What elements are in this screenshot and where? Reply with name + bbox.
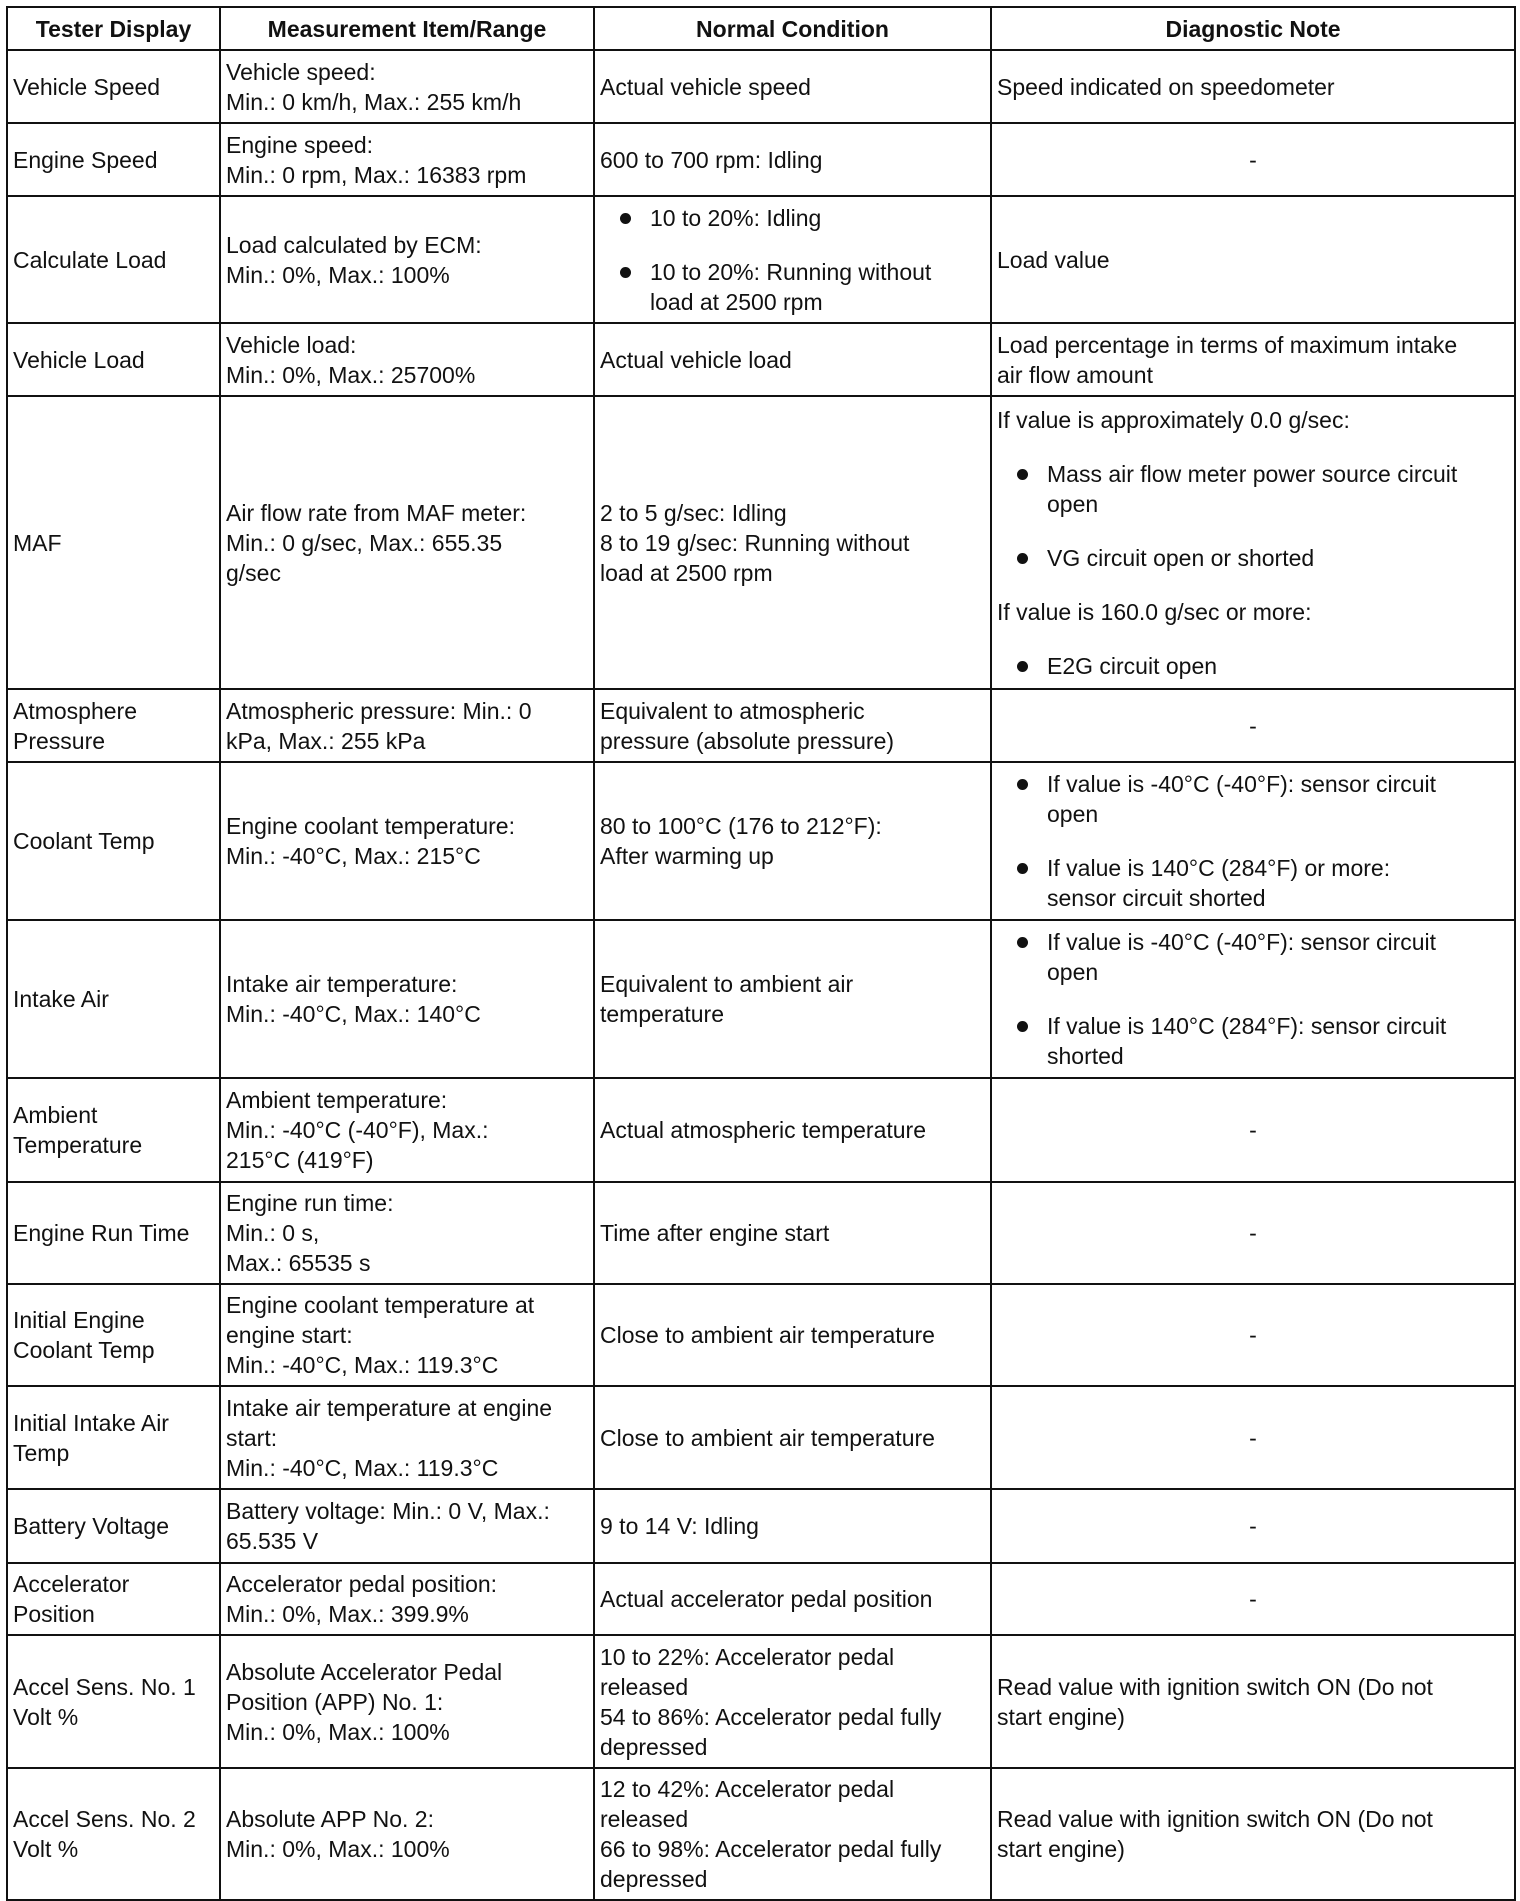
cell-measurement-item	[220, 1182, 594, 1284]
text-line: Absolute Accelerator Pedal	[226, 1658, 503, 1685]
text-line: Read value with ignition switch ON (Do not	[997, 1673, 1433, 1700]
text-line: start:	[226, 1424, 278, 1451]
text-line: Engine run time:	[226, 1190, 394, 1216]
cell-tester-display	[7, 323, 220, 396]
text-line: If value is 140°C (284°F): sensor circuit	[1047, 1013, 1447, 1039]
bullet-icon	[1017, 779, 1028, 790]
text-block	[997, 1804, 1509, 1864]
table-row	[7, 762, 1515, 920]
text-line: Min.: -40°C (-40°F), Max.:	[226, 1117, 489, 1143]
bullet-icon	[1017, 863, 1028, 874]
text-line: Volt %	[13, 1703, 79, 1730]
text-line: Engine coolant temperature at	[226, 1292, 535, 1318]
text-block	[997, 1584, 1509, 1614]
text-line: open	[1047, 490, 1099, 517]
bullet-icon	[620, 267, 631, 278]
cell-tester-display	[7, 1182, 220, 1284]
text-block	[226, 1569, 588, 1629]
text-line: Min.: 0%, Max.: 25700%	[226, 361, 476, 388]
text-line: Ambient temperature:	[226, 1087, 448, 1113]
cell-diagnostic-note	[991, 50, 1515, 123]
text-line: Read value with ignition switch ON (Do not	[997, 1806, 1433, 1832]
text-block	[600, 498, 985, 588]
text-line: Engine Speed	[13, 146, 158, 173]
cell-measurement-item	[220, 123, 594, 196]
table-row	[7, 1635, 1515, 1768]
table-row	[7, 1182, 1515, 1284]
text-line: open	[1047, 801, 1099, 827]
table-row	[7, 123, 1515, 196]
text-line: depressed	[600, 1866, 708, 1892]
cell-measurement-item	[220, 1284, 594, 1386]
text-line: Accel Sens. No. 2	[13, 1806, 196, 1832]
cell-diagnostic-note	[991, 196, 1515, 323]
bullet-item	[997, 769, 1509, 829]
tester-data-table	[6, 6, 1516, 1901]
text-line: 80 to 100°C (176 to 212°F):	[600, 813, 882, 839]
text-line: Battery Voltage	[13, 1513, 169, 1539]
cell-diagnostic-note	[991, 920, 1515, 1078]
bullet-item	[997, 927, 1509, 987]
text-line: load at 2500 rpm	[600, 559, 773, 586]
table-row	[7, 50, 1515, 123]
header-tester-display: Tester Display	[7, 7, 220, 50]
text-line: MAF	[13, 529, 62, 556]
text-block	[13, 984, 214, 1014]
text-block	[13, 72, 214, 102]
text-block	[600, 1218, 985, 1248]
table-row	[7, 689, 1515, 762]
cell-tester-display	[7, 1078, 220, 1182]
cell-diagnostic-note	[991, 762, 1515, 920]
text-block	[226, 1496, 588, 1556]
cell-normal-condition	[594, 920, 991, 1078]
cell-tester-display	[7, 50, 220, 123]
text-line: Min.: 0 s,	[226, 1220, 320, 1246]
text-line: Engine speed:	[226, 131, 374, 158]
text-line: kPa, Max.: 255 kPa	[226, 727, 426, 754]
text-line: 2 to 5 g/sec: Idling	[600, 499, 787, 526]
table-row	[7, 1489, 1515, 1563]
text-block	[600, 72, 985, 102]
text-block	[226, 1290, 588, 1380]
text-block	[997, 145, 1509, 175]
cell-measurement-item	[220, 396, 594, 689]
cell-diagnostic-note	[991, 123, 1515, 196]
text-block	[13, 245, 214, 275]
text-line: After warming up	[600, 843, 774, 869]
text-block	[226, 130, 588, 190]
header-measurement-item: Measurement Item/Range	[220, 7, 594, 50]
text-line: Min.: -40°C, Max.: 140°C	[226, 1001, 481, 1027]
text-line: Intake Air	[13, 986, 109, 1012]
text-block	[13, 1804, 214, 1864]
cell-normal-condition	[594, 323, 991, 396]
cell-measurement-item	[220, 1386, 594, 1489]
cell-diagnostic-note	[991, 1078, 1515, 1182]
text-line: Initial Engine	[13, 1307, 145, 1333]
text-line: g/sec	[226, 559, 281, 586]
text-line: Min.: 0 km/h, Max.: 255 km/h	[226, 88, 522, 115]
cell-normal-condition	[594, 1489, 991, 1563]
text-line: Mass air flow meter power source circuit	[1047, 460, 1458, 487]
text-block	[13, 1218, 214, 1248]
text-line: 10 to 22%: Accelerator pedal	[600, 1643, 895, 1670]
text-block	[997, 330, 1509, 390]
text-line: Atmospheric pressure: Min.: 0	[226, 697, 532, 724]
text-line: -	[1249, 1220, 1257, 1246]
cell-diagnostic-note	[991, 1768, 1515, 1900]
text-block	[600, 1423, 985, 1453]
cell-tester-display	[7, 1284, 220, 1386]
cell-tester-display	[7, 762, 220, 920]
text-block	[600, 969, 985, 1029]
cell-normal-condition	[594, 1635, 991, 1768]
text-line: start engine)	[997, 1836, 1125, 1862]
text-block	[600, 1511, 985, 1541]
bullet-item	[997, 853, 1509, 913]
text-block	[997, 1511, 1509, 1541]
cell-measurement-item	[220, 1563, 594, 1635]
text-line: Intake air temperature:	[226, 971, 458, 997]
text-block	[13, 345, 214, 375]
text-block	[226, 1188, 588, 1278]
text-line: Equivalent to ambient air	[600, 971, 854, 997]
table-row	[7, 1078, 1515, 1182]
text-line: Close to ambient air temperature	[600, 1322, 935, 1348]
text-line: If value is 140°C (284°F) or more:	[1047, 855, 1391, 881]
table-row	[7, 1563, 1515, 1635]
text-line: Absolute APP No. 2:	[226, 1806, 434, 1832]
text-line: Accel Sens. No. 1	[13, 1673, 196, 1700]
text-line: Accelerator	[13, 1571, 130, 1597]
cell-tester-display	[7, 1563, 220, 1635]
bullet-item	[600, 257, 985, 317]
text-line: -	[1249, 146, 1257, 173]
text-block	[226, 498, 588, 588]
cell-measurement-item	[220, 1489, 594, 1563]
cell-measurement-item	[220, 1078, 594, 1182]
text-block	[600, 811, 985, 871]
text-block	[600, 1115, 985, 1145]
cell-normal-condition	[594, 1182, 991, 1284]
cell-tester-display	[7, 123, 220, 196]
text-block	[997, 597, 1509, 627]
text-line: Time after engine start	[600, 1220, 830, 1246]
cell-tester-display	[7, 1489, 220, 1563]
text-line: Temperature	[13, 1132, 143, 1158]
text-block	[997, 1423, 1509, 1453]
text-line: Air flow rate from MAF meter:	[226, 499, 527, 526]
text-line: Position	[13, 1601, 95, 1627]
text-block	[600, 345, 985, 375]
bullet-item	[997, 543, 1509, 573]
cell-normal-condition	[594, 1563, 991, 1635]
text-line: If value is approximately 0.0 g/sec:	[997, 406, 1350, 433]
text-block	[13, 1100, 214, 1160]
text-block	[226, 969, 588, 1029]
text-line: Engine coolant temperature:	[226, 813, 515, 839]
table-row	[7, 396, 1515, 689]
table-row	[7, 1768, 1515, 1900]
text-line: -	[1249, 1322, 1257, 1348]
text-block	[997, 72, 1509, 102]
cell-measurement-item	[220, 1635, 594, 1768]
text-line: 66 to 98%: Accelerator pedal fully	[600, 1836, 942, 1862]
text-line: -	[1249, 1586, 1257, 1612]
bullet-icon	[1017, 937, 1028, 948]
text-line: Battery voltage: Min.: 0 V, Max.:	[226, 1498, 550, 1524]
text-line: 54 to 86%: Accelerator pedal fully	[600, 1703, 942, 1730]
table-row	[7, 196, 1515, 323]
text-line: -	[1249, 1513, 1257, 1539]
cell-diagnostic-note	[991, 689, 1515, 762]
text-block	[13, 528, 214, 558]
text-line: Min.: -40°C, Max.: 215°C	[226, 843, 481, 869]
cell-tester-display	[7, 1635, 220, 1768]
text-block	[13, 1305, 214, 1365]
text-block	[600, 1642, 985, 1762]
text-line: 8 to 19 g/sec: Running without	[600, 529, 910, 556]
cell-diagnostic-note	[991, 1182, 1515, 1284]
text-line: Load calculated by ECM:	[226, 231, 482, 258]
cell-measurement-item	[220, 689, 594, 762]
text-block	[997, 1672, 1509, 1732]
text-line: Max.: 65535 s	[226, 1250, 371, 1276]
text-line: Engine Run Time	[13, 1220, 190, 1246]
text-line: If value is 160.0 g/sec or more:	[997, 598, 1312, 625]
text-line: -	[1249, 712, 1257, 739]
text-line: Min.: 0%, Max.: 100%	[226, 261, 450, 288]
text-line: Load percentage in terms of maximum intake	[997, 331, 1458, 358]
cell-normal-condition	[594, 196, 991, 323]
text-block	[600, 696, 985, 756]
text-block	[13, 1408, 214, 1468]
text-line: open	[1047, 959, 1099, 985]
text-line: pressure (absolute pressure)	[600, 727, 895, 754]
text-line: engine start:	[226, 1322, 353, 1348]
text-block	[13, 696, 214, 756]
text-line: E2G circuit open	[1047, 652, 1218, 679]
text-line: Min.: -40°C, Max.: 119.3°C	[226, 1454, 499, 1481]
text-line: Position (APP) No. 1:	[226, 1688, 444, 1715]
cell-tester-display	[7, 1768, 220, 1900]
bullet-item	[600, 203, 985, 233]
cell-tester-display	[7, 1386, 220, 1489]
text-line: If value is -40°C (-40°F): sensor circuit	[1047, 929, 1437, 955]
text-line: 65.535 V	[226, 1528, 319, 1554]
bullet-icon	[1017, 469, 1028, 480]
text-line: Coolant Temp	[13, 1337, 155, 1363]
text-line: Load value	[997, 246, 1110, 273]
cell-measurement-item	[220, 1768, 594, 1900]
text-line: Min.: 0 g/sec, Max.: 655.35	[226, 529, 503, 556]
text-block	[997, 405, 1509, 435]
text-block	[600, 1584, 985, 1614]
cell-diagnostic-note	[991, 1563, 1515, 1635]
text-line: 600 to 700 rpm: Idling	[600, 146, 823, 173]
text-block	[226, 1657, 588, 1747]
text-line: Temp	[13, 1439, 70, 1466]
text-line: Initial Intake Air	[13, 1409, 169, 1436]
cell-tester-display	[7, 689, 220, 762]
text-line: -	[1249, 1117, 1257, 1143]
text-line: 10 to 20%: Idling	[650, 204, 822, 231]
text-block	[997, 1320, 1509, 1350]
cell-tester-display	[7, 920, 220, 1078]
text-line: Vehicle Speed	[13, 73, 161, 100]
cell-measurement-item	[220, 323, 594, 396]
header-diagnostic-note: Diagnostic Note	[991, 7, 1515, 50]
text-line: Actual vehicle speed	[600, 73, 811, 100]
cell-normal-condition	[594, 396, 991, 689]
cell-normal-condition	[594, 123, 991, 196]
cell-normal-condition	[594, 762, 991, 920]
table-row	[7, 1284, 1515, 1386]
text-line: 9 to 14 V: Idling	[600, 1513, 759, 1539]
cell-normal-condition	[594, 1078, 991, 1182]
cell-normal-condition	[594, 1768, 991, 1900]
table-row	[7, 323, 1515, 396]
text-line: Calculate Load	[13, 246, 167, 273]
text-block	[997, 245, 1509, 275]
cell-tester-display	[7, 196, 220, 323]
text-line: 12 to 42%: Accelerator pedal	[600, 1776, 895, 1802]
cell-normal-condition	[594, 50, 991, 123]
text-line: released	[600, 1673, 689, 1700]
text-block	[226, 1804, 588, 1864]
cell-tester-display	[7, 396, 220, 689]
text-line: Vehicle speed:	[226, 58, 376, 85]
cell-diagnostic-note	[991, 323, 1515, 396]
bullet-icon	[1017, 1021, 1028, 1032]
bullet-icon	[1017, 553, 1028, 564]
text-line: Actual atmospheric temperature	[600, 1117, 926, 1143]
bullet-item	[997, 651, 1509, 681]
cell-measurement-item	[220, 196, 594, 323]
cell-normal-condition	[594, 1284, 991, 1386]
text-line: Equivalent to atmospheric	[600, 697, 865, 724]
text-line: Close to ambient air temperature	[600, 1424, 935, 1451]
text-line: Min.: 0%, Max.: 399.9%	[226, 1601, 469, 1627]
text-line: depressed	[600, 1733, 708, 1760]
table-row	[7, 1386, 1515, 1489]
text-line: Intake air temperature at engine	[226, 1394, 553, 1421]
text-block	[600, 1320, 985, 1350]
text-line: Ambient	[13, 1102, 98, 1128]
text-line: VG circuit open or shorted	[1047, 544, 1315, 571]
text-line: released	[600, 1806, 689, 1832]
text-block	[13, 145, 214, 175]
text-line: Min.: 0%, Max.: 100%	[226, 1836, 450, 1862]
bullet-item	[997, 1011, 1509, 1071]
text-line: 10 to 20%: Running without	[650, 258, 932, 285]
cell-diagnostic-note	[991, 1386, 1515, 1489]
bullet-item	[997, 459, 1509, 519]
text-block	[226, 230, 588, 290]
cell-measurement-item	[220, 762, 594, 920]
cell-normal-condition	[594, 689, 991, 762]
text-line: Min.: 0%, Max.: 100%	[226, 1718, 450, 1745]
text-line: start engine)	[997, 1703, 1125, 1730]
text-line: Atmosphere	[13, 697, 138, 724]
cell-diagnostic-note	[991, 1635, 1515, 1768]
bullet-icon	[1017, 661, 1028, 672]
text-line: Min.: -40°C, Max.: 119.3°C	[226, 1352, 499, 1378]
text-block	[600, 145, 985, 175]
text-block	[600, 1774, 985, 1894]
text-block	[226, 1085, 588, 1175]
text-line: temperature	[600, 1001, 725, 1027]
text-line: Min.: 0 rpm, Max.: 16383 rpm	[226, 161, 527, 188]
text-line: -	[1249, 1424, 1257, 1451]
text-line: If value is -40°C (-40°F): sensor circuit	[1047, 771, 1437, 797]
cell-normal-condition	[594, 1386, 991, 1489]
text-line: load at 2500 rpm	[650, 288, 823, 315]
text-block	[13, 1569, 214, 1629]
text-line: sensor circuit shorted	[1047, 885, 1266, 911]
text-block	[226, 811, 588, 871]
text-block	[13, 826, 214, 856]
cell-measurement-item	[220, 50, 594, 123]
text-line: Coolant Temp	[13, 828, 155, 854]
text-block	[226, 1393, 588, 1483]
text-line: air flow amount	[997, 361, 1153, 388]
text-block	[997, 711, 1509, 741]
text-block	[226, 330, 588, 390]
text-block	[13, 1672, 214, 1732]
text-line: Actual accelerator pedal position	[600, 1586, 933, 1612]
table-row	[7, 920, 1515, 1078]
text-line: Speed indicated on speedometer	[997, 73, 1335, 100]
text-block	[226, 57, 588, 117]
text-line: shorted	[1047, 1043, 1124, 1069]
cell-measurement-item	[220, 920, 594, 1078]
text-line: Volt %	[13, 1836, 79, 1862]
text-line: 215°C (419°F)	[226, 1147, 374, 1173]
header-normal-condition: Normal Condition	[594, 7, 991, 50]
text-line: Vehicle Load	[13, 346, 145, 373]
text-block	[997, 1218, 1509, 1248]
text-line: Accelerator pedal position:	[226, 1571, 498, 1597]
text-line: Vehicle load:	[226, 331, 357, 358]
cell-diagnostic-note	[991, 1284, 1515, 1386]
bullet-icon	[620, 213, 631, 224]
cell-diagnostic-note	[991, 1489, 1515, 1563]
table-header-row	[7, 7, 1515, 50]
cell-diagnostic-note	[991, 396, 1515, 689]
text-block	[13, 1511, 214, 1541]
text-line: Actual vehicle load	[600, 346, 792, 373]
text-line: Pressure	[13, 727, 106, 754]
text-block	[226, 696, 588, 756]
text-block	[997, 1115, 1509, 1145]
